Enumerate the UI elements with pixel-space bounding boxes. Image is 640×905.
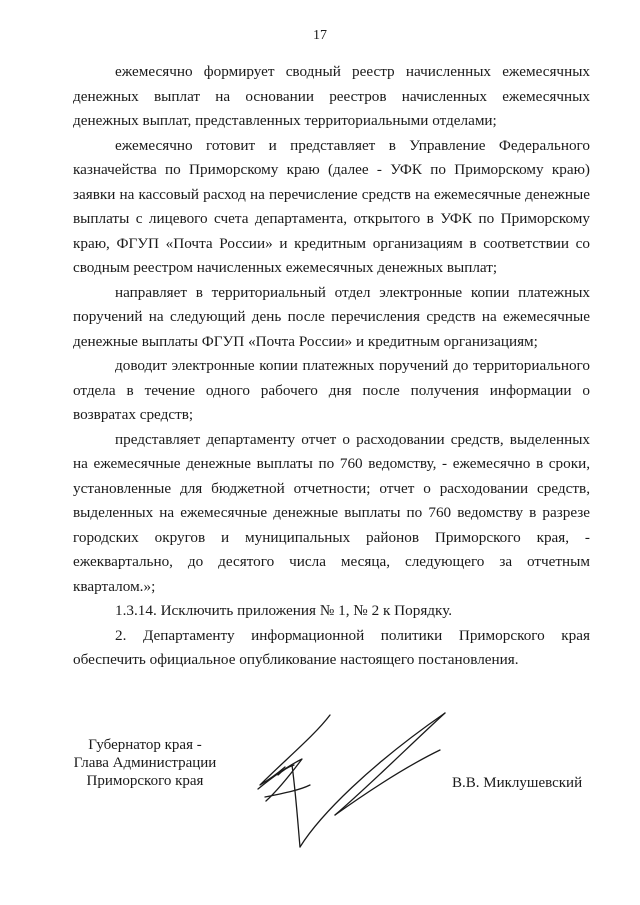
- handwritten-signature: [230, 705, 470, 855]
- paragraph-treasury-requests: ежемесячно готовит и представляет в Управление Федерального казначейства по Приморскому краю (далее - УФК по Приморскому краю) заявки на кассовый расход на перечисление средств на ежемесячные денежные выплаты с лицевого счета департамента, открытого в УФК по Приморскому краю, ФГУП «Почта России» и кредитным организациям в соответствии со сводным реестром начисленных ежемесячных денежных выплат;: [73, 136, 590, 276]
- page-number: 17: [313, 28, 327, 43]
- document-body: [73, 60, 590, 673]
- paragraph-clause-1-3-14: 1.3.14. Исключить приложения № 1, № 2 к Порядку.: [115, 602, 453, 619]
- signer-title-line: Приморского края: [86, 773, 204, 789]
- paragraph-clause-2-publication: 2. Департаменту информационной политики Приморского края обеспечить официальное опубликование настоящего постановления.: [73, 626, 590, 668]
- signer-name: В.В. Миклушевский: [452, 775, 583, 791]
- paragraph-expenditure-report: представляет департаменту отчет о расходовании средств, выделенных на ежемесячные денежные выплаты по 760 ведомству, - ежемесячно в сроки, установленные для бюджетной отчетности; отчет о расходовании средств, выделенных на ежемесячные денежные выплаты по 760 ведомству в разрезе городских округов и муниципальных районов Приморского края, - ежеквартально, до десятого числа месяца, следующего за отчетным кварталом.»;: [73, 430, 590, 595]
- paragraph-payment-copies-sent: направляет в территориальный отдел электронные копии платежных поручений на следующий день после перечисления средств на ежемесячные денежные выплаты ФГУП «Почта России» и кредитным организациям;: [73, 283, 590, 350]
- paragraph-monthly-registry: ежемесячно формирует сводный реестр начисленных ежемесячных денежных выплат на основании реестров начисленных ежемесячных денежных выплат, представленных территориальными отделами;: [73, 63, 590, 129]
- signer-title: [60, 736, 230, 790]
- signer-title-line: Глава Администрации: [73, 755, 217, 771]
- signer-title-line: Губернатор края -: [88, 737, 202, 753]
- paragraph-payment-copies-delivered: доводит электронные копии платежных поручений до территориального отдела в течение одного рабочего дня после получения информации о возвратах средств;: [73, 357, 590, 423]
- signature-block: [0, 720, 640, 870]
